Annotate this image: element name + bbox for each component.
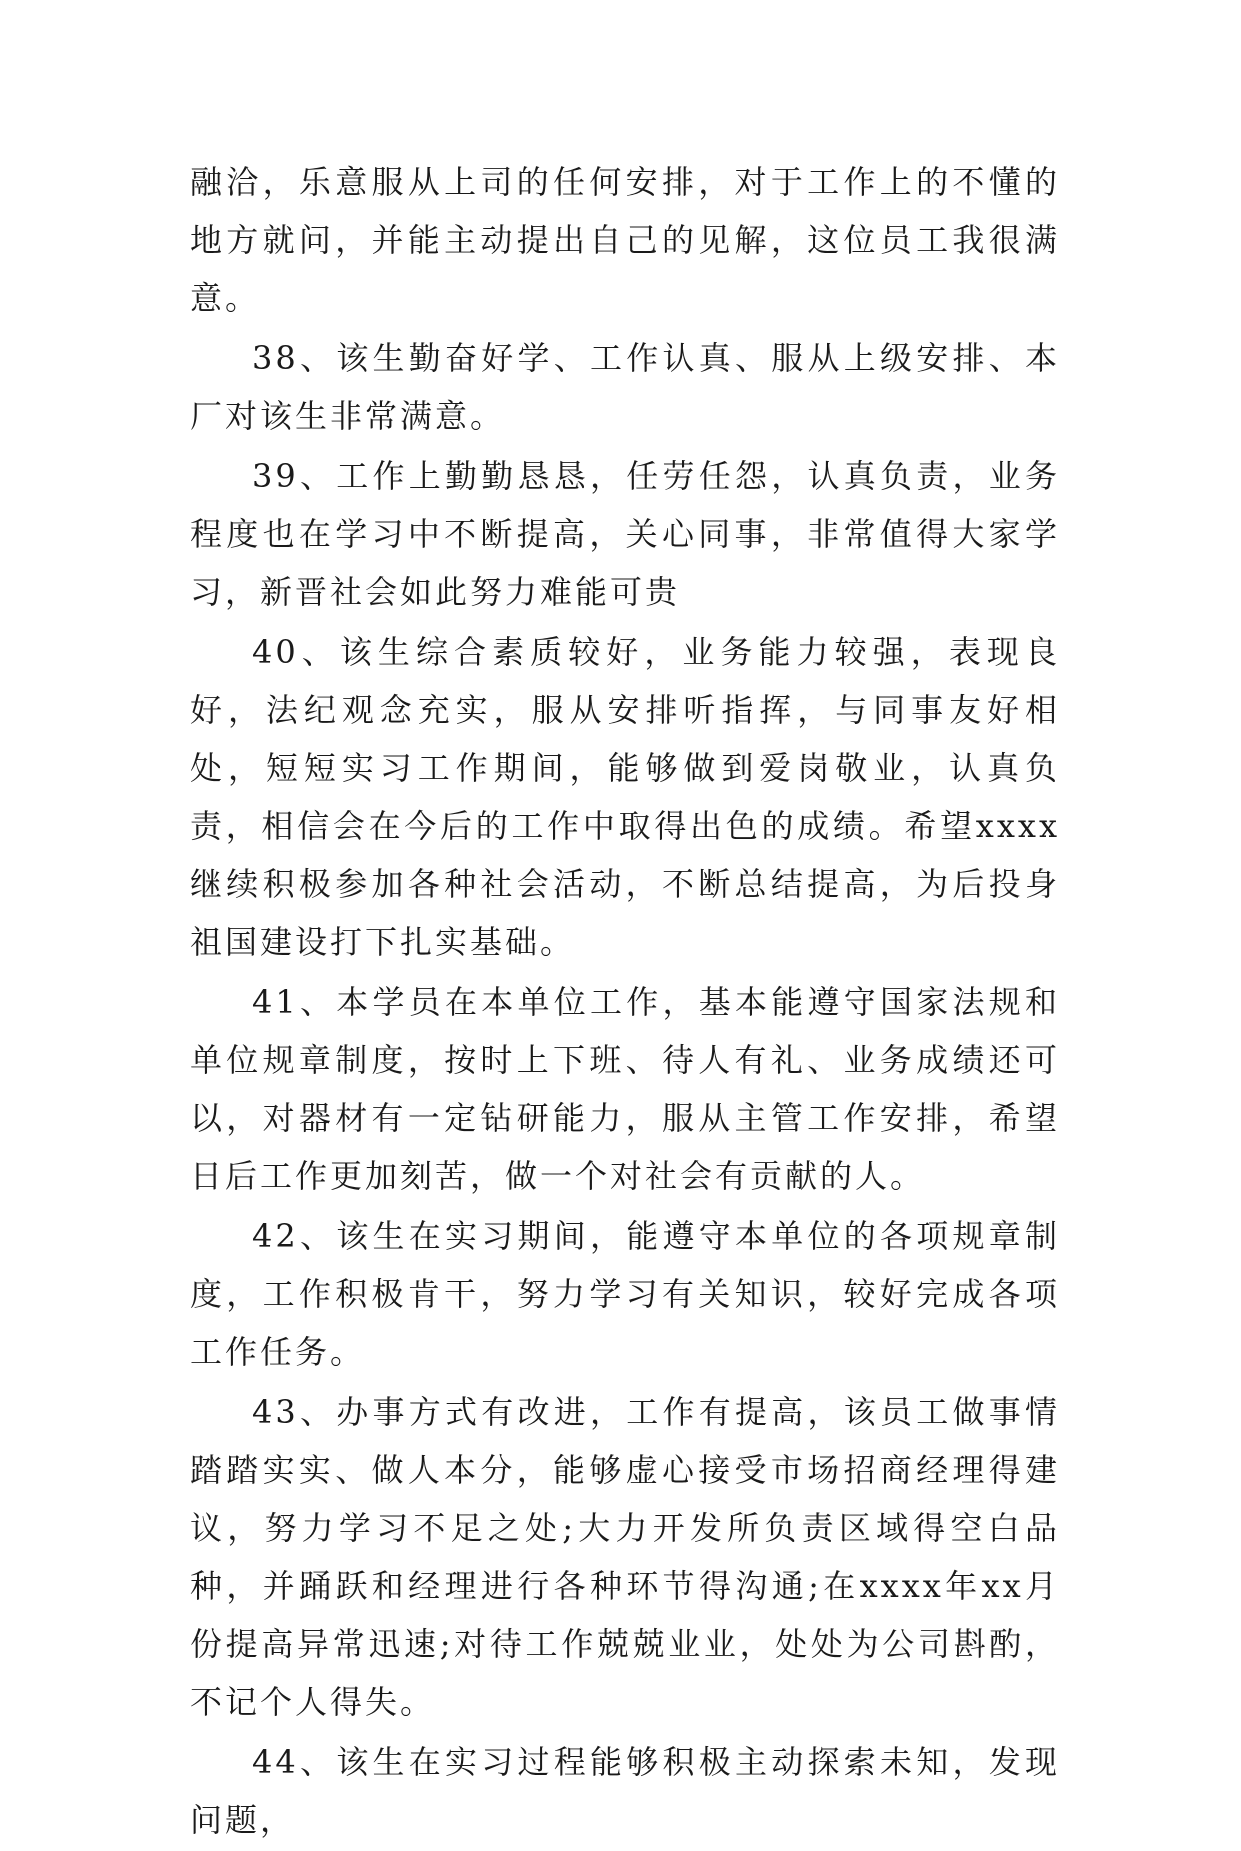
paragraph-42: 42、该生在实习期间，能遵守本单位的各项规章制度，工作积极肯干，努力学习有关知识，较好完成各项工作任务。 xyxy=(190,1217,1060,1371)
paragraph-44: 44、该生在实习过程能够积极主动探索未知，发现问题， xyxy=(190,1743,1060,1839)
paragraph-continued: 融洽，乐意服从上司的任何安排，对于工作上的不懂的地方就问，并能主动提出自己的见解，这位员工我很满意。 xyxy=(190,163,1060,317)
paragraph-38: 38、该生勤奋好学、工作认真、服从上级安排、本厂对该生非常满意。 xyxy=(190,339,1060,435)
paragraph-39: 39、工作上勤勤恳恳，任劳任怨，认真负责，业务程度也在学习中不断提高，关心同事，非常值得大家学习，新晋社会如此努力难能可贵 xyxy=(190,457,1060,611)
paragraph-43: 43、办事方式有改进，工作有提高，该员工做事情踏踏实实、做人本分，能够虚心接受市场招商经理得建议，努力学习不足之处;大力开发所负责区域得空白品种，并踊跃和经理进行各种环节得沟通;在xxxx年xx月份提高异常迅速;对待工作兢兢业业，处处为公司斟酌，不记个人得失。 xyxy=(190,1393,1060,1721)
document-body xyxy=(190,153,1060,1851)
paragraph-41: 41、本学员在本单位工作，基本能遵守国家法规和单位规章制度，按时上下班、待人有礼、业务成绩还可以，对器材有一定钻研能力，服从主管工作安排，希望日后工作更加刻苦，做一个对社会有贡献的人。 xyxy=(190,983,1060,1195)
paragraph-40: 40、该生综合素质较好，业务能力较强，表现良好，法纪观念充实，服从安排听指挥，与同事友好相处，短短实习工作期间，能够做到爱岗敬业，认真负责，相信会在今后的工作中取得出色的成绩。希望xxxx继续积极参加各种社会活动，不断总结提高，为后投身祖国建设打下扎实基础。 xyxy=(190,633,1060,961)
